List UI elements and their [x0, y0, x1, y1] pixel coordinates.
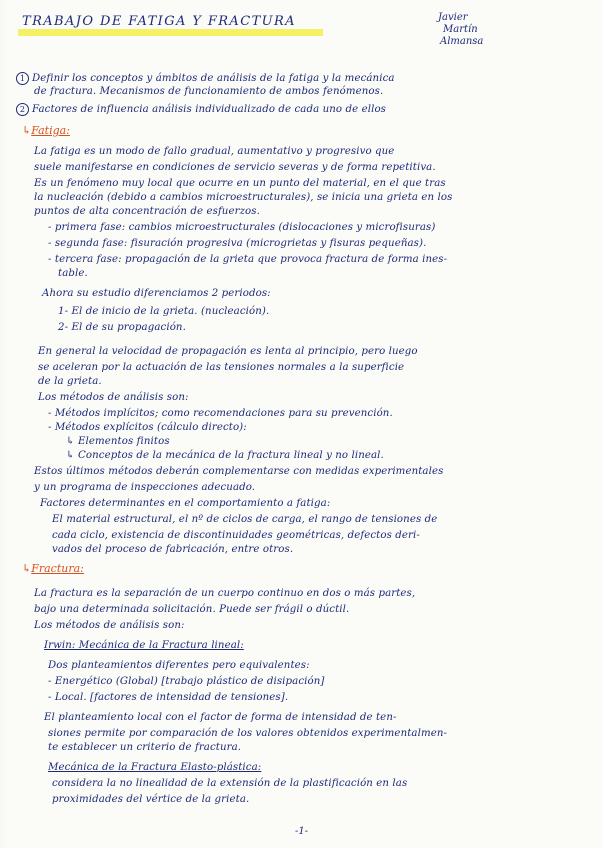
fractura-line: te establecer un criterio de fractura.: [48, 742, 242, 753]
fractura-list-item: - Local. [factores de intensidad de tensiones].: [48, 692, 289, 703]
fatiga-line: suele manifestarse en condiciones de servicio severas y de forma repetitiva.: [34, 162, 436, 173]
page-number: -1-: [294, 826, 309, 837]
fatiga-line: Estos últimos métodos deberán complementarse con medidas experimentales: [34, 466, 444, 477]
question-number-circle: 1: [16, 72, 29, 85]
fatiga-line: Es un fenómeno muy local que ocurre en un punto del material, en el que tras: [34, 178, 446, 189]
fatiga-line: la nucleación (debido a cambios microestructurales), se inicia una grieta en los: [34, 192, 453, 203]
fractura-line: La fractura es la separación de un cuerpo continuo en dos o más partes,: [34, 588, 416, 599]
question-1-continued: de fractura. Mecanismos de funcionamiento de ambos fenómenos.: [34, 86, 384, 97]
fatiga-line: El material estructural, el nº de ciclos de carga, el rango de tensiones de: [52, 514, 438, 525]
fatiga-line: En general la velocidad de propagación es lenta al principio, pero luego: [38, 346, 418, 357]
fractura-line: Los métodos de análisis son:: [34, 620, 185, 631]
author-first-name: Javier: [438, 12, 468, 23]
fatiga-list-item: - Métodos implícitos; como recomendaciones para su prevención.: [48, 408, 393, 419]
title-highlight: [18, 29, 323, 36]
fatiga-line: Factores determinantes en el comportamiento a fatiga:: [40, 498, 331, 509]
fatiga-line: Los métodos de análisis son:: [38, 392, 189, 403]
author-surname-2: Almansa: [440, 36, 484, 47]
fatiga-list-item: - tercera fase: propagación de la grieta que provoca fractura de forma ines-: [48, 254, 448, 265]
fatiga-numbered-item: 2- El de su propagación.: [58, 322, 186, 333]
section-heading-fractura: ↳Fractura:: [22, 562, 84, 575]
fatiga-list-item: - primera fase: cambios microestructurales (dislocaciones y microfisuras): [48, 222, 436, 233]
question-number-circle: 2: [16, 103, 29, 116]
page-title: TRABAJO DE FATIGA Y FRACTURA: [22, 14, 296, 29]
fractura-line: considera la no linealidad de la extensión de la plastificación en las: [52, 778, 408, 789]
fatiga-line: de la grieta.: [38, 376, 102, 387]
question-text: Factores de influencia análisis individualizado de cada uno de ellos: [32, 104, 386, 115]
fatiga-line: vados del proceso de fabricación, entre otros.: [52, 544, 294, 555]
author-surname-1: Martín: [443, 24, 478, 35]
fractura-subheading-elastoplastic: Mecánica de la Fractura Elasto-plástica:: [48, 762, 262, 773]
fatiga-line: y un programa de inspecciones adecuado.: [34, 482, 256, 493]
fatiga-numbered-item: 1- El de inicio de la grieta. (nucleación).: [58, 306, 270, 317]
fractura-line: proximidades del vértice de la grieta.: [52, 794, 250, 805]
fractura-line: El planteamiento local con el factor de forma de intensidad de ten-: [44, 712, 397, 723]
section-heading-fatiga: ↳Fatiga:: [22, 124, 70, 137]
fatiga-line: cada ciclo, existencia de discontinuidades geométricas, defectos deri-: [52, 530, 420, 541]
fractura-line: siones permite por comparación de los valores obtenidos experimentalmen-: [48, 728, 448, 739]
question-text: Definir los conceptos y ámbitos de análisis de la fatiga y la mecánica: [32, 73, 395, 84]
fatiga-line: La fatiga es un modo de fallo gradual, aumentativo y progresivo que: [34, 146, 395, 157]
fatiga-list-item: - Métodos explícitos (cálculo directo):: [48, 422, 247, 433]
fractura-subheading-linear: Irwin: Mecánica de la Fractura lineal:: [44, 640, 244, 651]
fatiga-list-item-continued: table.: [58, 268, 88, 279]
question-1: [16, 72, 395, 85]
question-2: [16, 103, 386, 116]
fatiga-line: se aceleran por la actuación de las tensiones normales a la superficie: [38, 362, 405, 373]
fractura-list-item: - Energético (Global) [trabajo plástico de disipación]: [48, 676, 325, 687]
fractura-line: Dos planteamientos diferentes pero equivalentes:: [48, 660, 310, 671]
fractura-line: bajo una determinada solicitación. Puede ser frágil o dúctil.: [34, 604, 350, 615]
fatiga-sub-item: ↳ Elementos finitos: [66, 436, 170, 447]
fatiga-list-item: - segunda fase: fisuración progresiva (microgrietas y fisuras pequeñas).: [48, 238, 427, 249]
fatiga-line: puntos de alta concentración de esfuerzos.: [34, 206, 260, 217]
fatiga-sub-item: ↳ Conceptos de la mecánica de la fractura lineal y no lineal.: [66, 450, 384, 461]
fatiga-line: Ahora su estudio diferenciamos 2 periodos:: [42, 288, 271, 299]
